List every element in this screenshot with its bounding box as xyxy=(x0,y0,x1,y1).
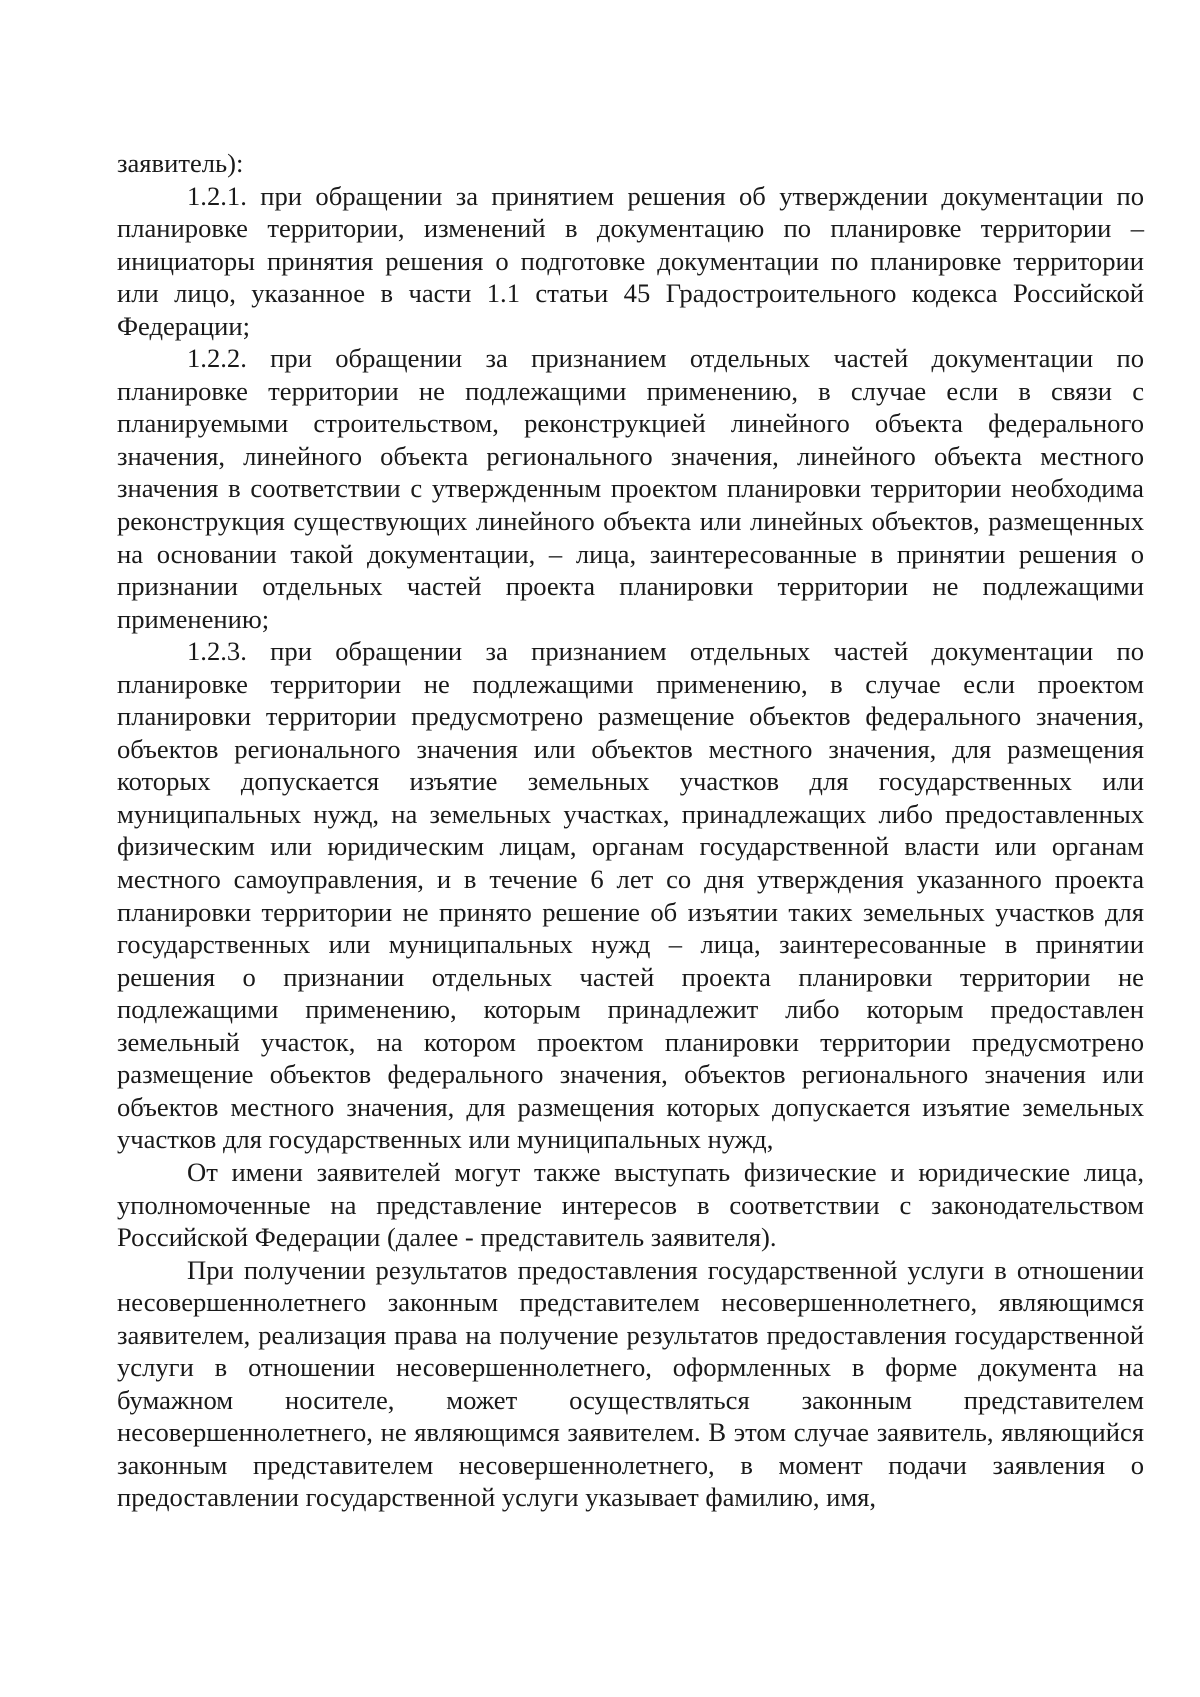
paragraph-representative: От имени заявителей могут также выступать физические и юридические лица, уполномоченные на представление интересов в соответствии с законодательством Российской Федерации (далее - представитель заявителя). xyxy=(117,1156,1144,1253)
paragraph-1-2-3: 1.2.3. при обращении за признанием отдельных частей документации по планировке территории не подлежащими применению, в случае если проектом планировки территории предусмотрено размещение объектов федерального значения, объектов регионального значения или объектов местного значения, для размещения которых допускается изъятие земельных участков для государственных или муниципальных нужд, на земельных участках, принадлежащих либо предоставленных физическим или юридическим лицам, органам государственной власти или органам местного самоуправления, и в течение 6 лет со дня утверждения указанного проекта планировки территории не принято решение об изъятии таких земельных участков для государственных или муниципальных нужд – лица, заинтересованные в принятии решения о признании отдельных частей проекта планировки территории не подлежащими применению, которым принадлежит либо которым предоставлен земельный участок, на котором проектом планировки территории предусмотрено размещение объектов федерального значения, объектов регионального значения или объектов местного значения, для размещения которых допускается изъятие земельных участков для государственных или муниципальных нужд, xyxy=(117,636,1144,1155)
paragraph-minor-results: При получении результатов предоставления государственной услуги в отношении несовершеннолетнего законным представителем несовершеннолетнего, являющимся заявителем, реализация права на получение результатов предоставления государственной услуги в отношении несовершеннолетнего, оформленных в форме документа на бумажном носителе, может осуществляться законным представителем несовершеннолетнего, не являющимся заявителем. В этом случае заявитель, являющийся законным представителем несовершеннолетнего, в момент подачи заявления о предоставлении государственной услуги указывает фамилию, имя, xyxy=(117,1254,1144,1513)
paragraph-1-2-2: 1.2.2. при обращении за признанием отдельных частей документации по планировке территории не подлежащими применению, в случае если в связи с планируемыми строительством, реконструкцией линейного объекта федерального значения, линейного объекта регионального значения, линейного объекта местного значения в соответствии с утвержденным проектом планировки территории необходима реконструкция существующих линейного объекта или линейных объектов, размещенных на основании такой документации, – лица, заинтересованные в принятии решения о признании отдельных частей проекта планировки территории не подлежащими применению; xyxy=(117,343,1144,634)
paragraph-continuation: заявитель): xyxy=(117,148,244,178)
paragraph-1-2-1: 1.2.1. при обращении за принятием решения об утверждении документации по планировке территории, изменений в документацию по планировке территории – инициаторы принятия решения о подготовке документации по планировке территории или лицо, указанное в части 1.1 статьи 45 Градостроительного кодекса Российской Федерации; xyxy=(117,180,1144,341)
document-body xyxy=(117,147,1144,1514)
